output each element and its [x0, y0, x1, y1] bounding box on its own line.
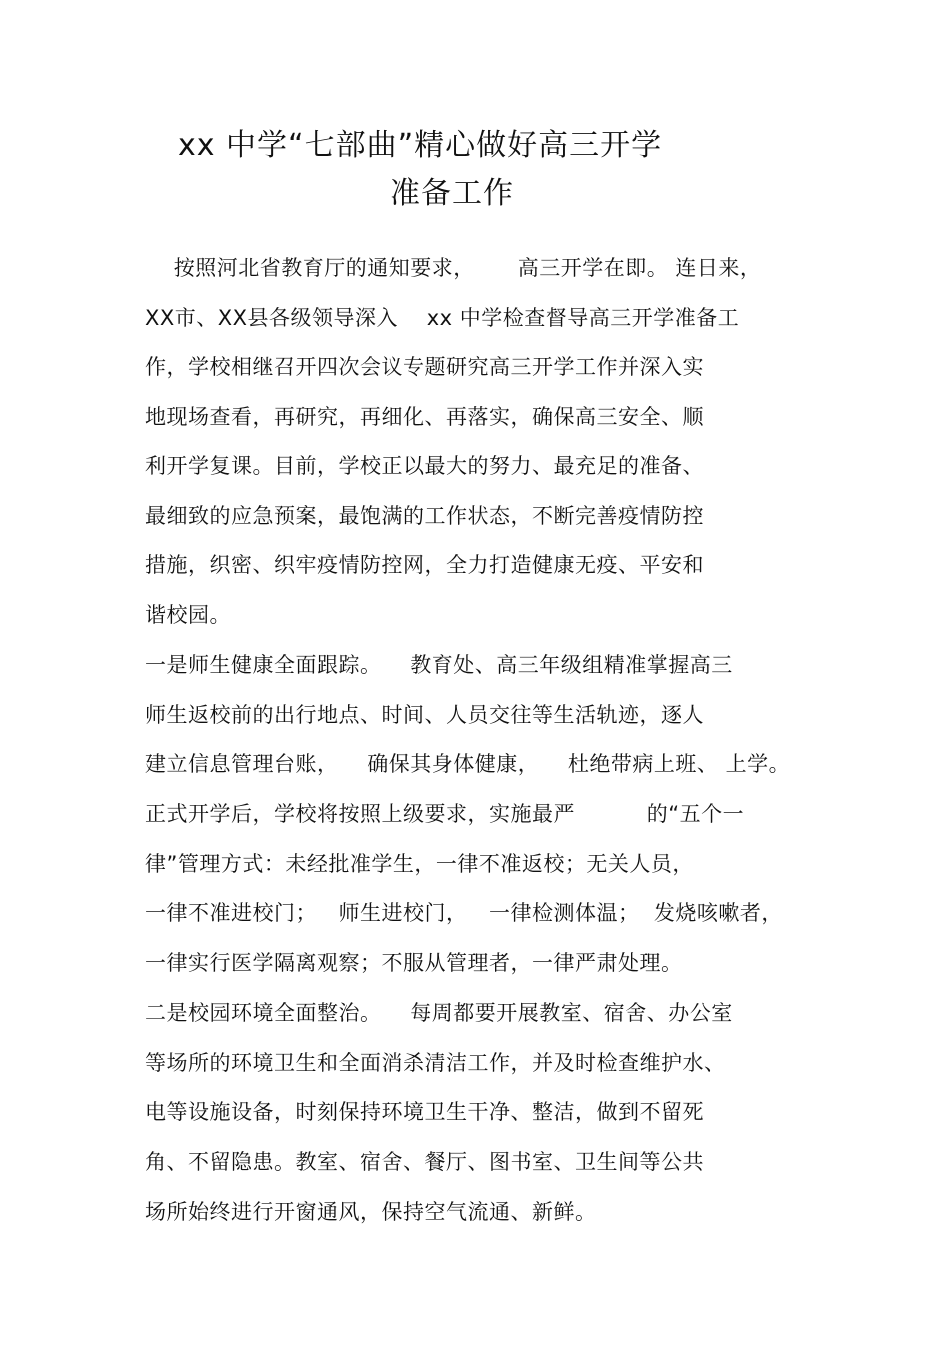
body-line: 电等设施设备，时刻保持环境卫生干净、整洁，做到不留死	[145, 1100, 704, 1124]
body-line: 地现场查看，再研究，再细化、再落实，确保高三安全、顺	[145, 405, 704, 429]
body-line: 最细致的应急预案，最饱满的工作状态，不断完善疫情防控	[145, 504, 704, 528]
body-line: 角、不留隐患。教室、宿舍、餐厅、图书室、卫生间等公共	[145, 1150, 704, 1174]
body-line: 等场所的环境卫生和全面消杀清洁工作，并及时检查维护水、	[145, 1051, 726, 1075]
body-line: XX市、XX县各级领导深入 xx 中学检查督导高三开学准备工	[145, 306, 740, 330]
body-line: 二是校园环境全面整治。 每周都要开展教室、宿舍、办公室	[145, 1001, 733, 1025]
document-title-line-2: 准备工作	[390, 176, 514, 211]
body-line: 律”管理方式：未经批准学生，一律不准返校；无关人员，	[145, 852, 694, 876]
body-line: 正式开学后，学校将按照上级要求，实施最严 的“五个一	[145, 802, 745, 826]
body-line: 利开学复课。目前，学校正以最大的努力、最充足的准备、	[145, 454, 704, 478]
body-line: 措施，织密、织牢疫情防控网，全力打造健康无疫、平安和	[145, 553, 704, 577]
body-line: 一律实行医学隔离观察；不服从管理者，一律严肃处理。	[145, 951, 683, 975]
body-line: 一是师生健康全面跟踪。 教育处、高三年级组精准掌握高三	[145, 653, 733, 677]
document-title-line-1: xx 中学“七部曲”精心做好高三开学	[178, 128, 663, 163]
body-line: 谐校园。	[145, 603, 231, 627]
body-line: 一律不准进校门； 师生进校门， 一律检测体温； 发烧咳嗽者，	[145, 901, 783, 925]
body-line: 师生返校前的出行地点、时间、人员交往等生活轨迹，逐人	[145, 703, 704, 727]
body-line: 按照河北省教育厅的通知要求， 高三开学在即。 连日来，	[145, 256, 762, 280]
body-line: 作，学校相继召开四次会议专题研究高三开学工作并深入实	[145, 355, 704, 379]
body-line: 场所始终进行开窗通风，保持空气流通、新鲜。	[145, 1200, 597, 1224]
body-line: 建立信息管理台账， 确保其身体健康， 杜绝带病上班、 上学。	[145, 752, 791, 776]
